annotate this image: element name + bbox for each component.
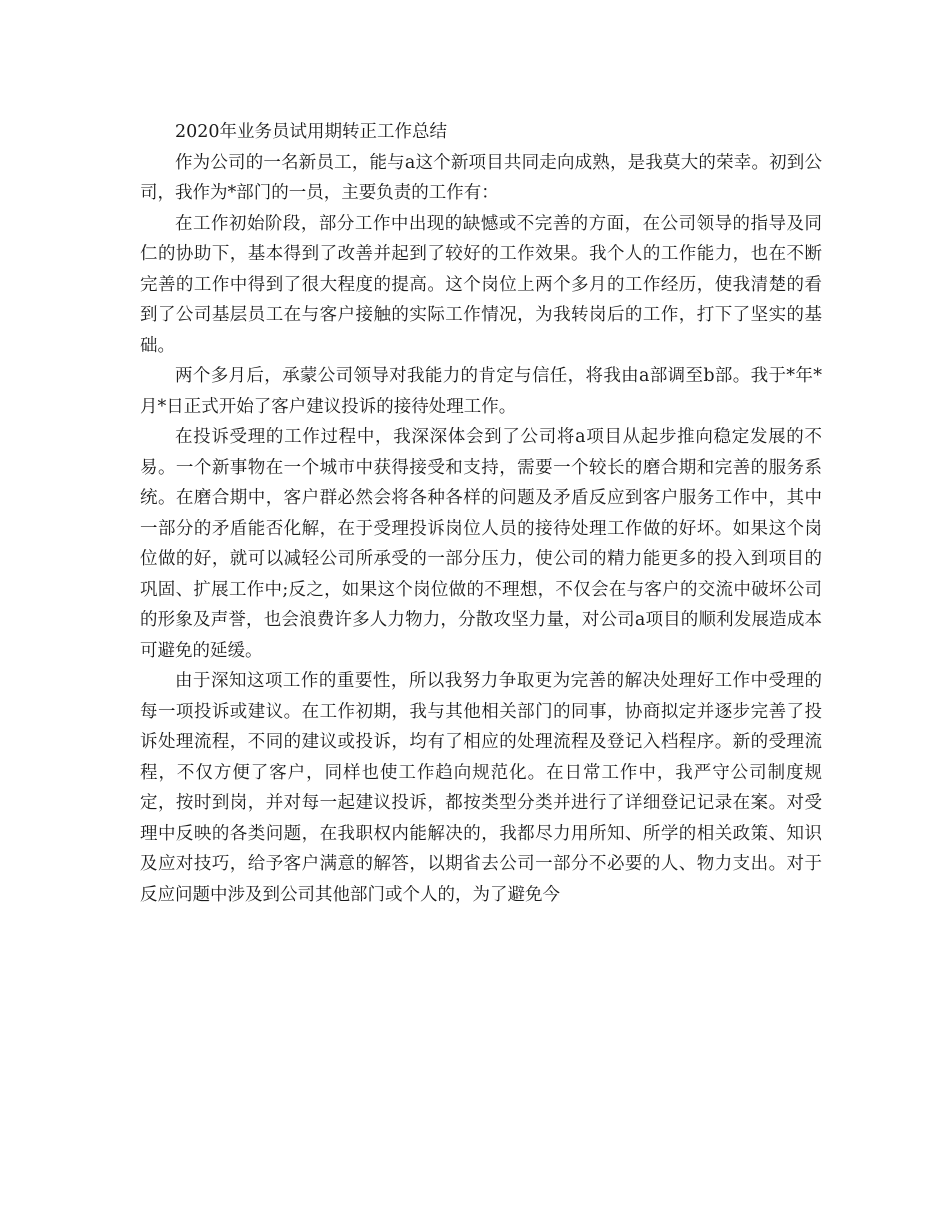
document-title: 2020年业务员试用期转正工作总结 <box>175 122 448 142</box>
paragraph-complaint-process: 在投诉受理的工作过程中，我深深体会到了公司将a项目从起步推向稳定发展的不易。一个新事物在一个城市中获得接受和支持，需要一个较长的磨合期和完善的服务系统。在磨合期中，客户群必然会将各种各样的问题及矛盾反应到客户服务工作中，其中一部分的矛盾能否化解，在于受理投诉岗位人员的接待处理工作做的好坏。如果这个岗位做的好，就可以减轻公司所承受的一部分压力，使公司的精力能更多的投入到项目的巩固、扩展工作中;反之，如果这个岗位做的不理想，不仅会在与客户的交流中破坏公司的形象及声誉，也会浪费许多人力物力，分散攻坚力量，对公司a项目的顺利发展造成本可避免的延缓。 <box>140 427 822 661</box>
document-body <box>140 117 822 910</box>
paragraph-importance: 由于深知这项工作的重要性，所以我努力争取更为完善的解决处理好工作中受理的每一项投诉或建议。在工作初期，我与其他相关部门的同事，协商拟定并逐步完善了投诉处理流程，不同的建议或投诉，均有了相应的处理流程及登记入档程序。新的受理流程，不仅方便了客户，同样也使工作趋向规范化。在日常工作中，我严守公司制度规定，按时到岗，并对每一起建议投诉，都按类型分类并进行了详细登记记录在案。对受理中反映的各类问题，在我职权内能解决的，我都尽力用所知、所学的相关政策、知识及应对技巧，给予客户满意的解答，以期省去公司一部分不必要的人、物力支出。对于反应问题中涉及到公司其他部门或个人的，为了避免今 <box>140 671 822 905</box>
paragraph-transfer: 两个多月后，承蒙公司领导对我能力的肯定与信任，将我由a部调至b部。我于*年*月*日正式开始了客户建议投诉的接待处理工作。 <box>140 366 822 417</box>
paragraph-initial-stage: 在工作初始阶段，部分工作中出现的缺憾或不完善的方面，在公司领导的指导及同仁的协助下，基本得到了改善并起到了较好的工作效果。我个人的工作能力，也在不断完善的工作中得到了很大程度的提高。这个岗位上两个多月的工作经历，使我清楚的看到了公司基层员工在与客户接触的实际工作情况，为我转岗后的工作，打下了坚实的基础。 <box>140 213 822 356</box>
paragraph-intro: 作为公司的一名新员工，能与a这个新项目共同走向成熟，是我莫大的荣幸。初到公司，我作为*部门的一员，主要负责的工作有： <box>140 152 822 203</box>
